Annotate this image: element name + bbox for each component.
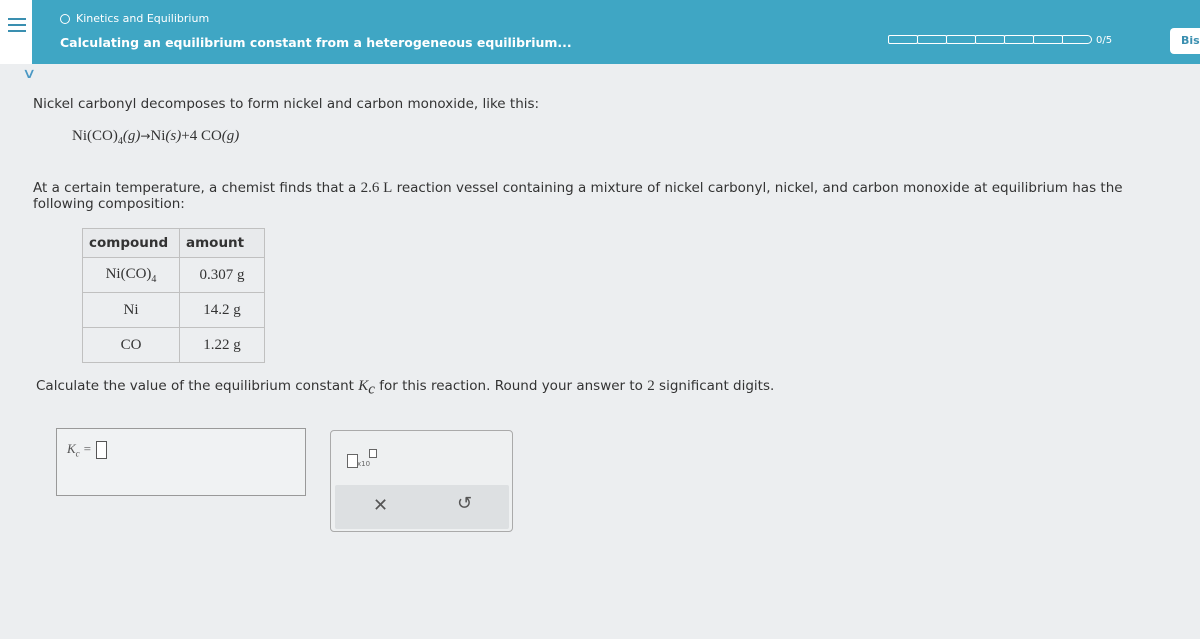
exponent-box-icon xyxy=(369,449,377,458)
amount-cell: 14.2 g xyxy=(180,293,265,328)
progress-segment xyxy=(1062,35,1092,44)
equals-sign: = xyxy=(79,441,92,456)
sig-figs: 2 xyxy=(647,378,655,394)
scientific-notation-button[interactable] xyxy=(347,449,377,469)
product-nickel-phase: (s) xyxy=(165,128,182,144)
answer-label xyxy=(67,441,107,459)
compound-cell xyxy=(83,258,180,293)
progress-segment xyxy=(888,35,918,44)
clear-button[interactable]: ✕ xyxy=(373,495,389,516)
progress-segment xyxy=(975,35,1005,44)
progress-segment xyxy=(1004,35,1034,44)
plus-sign: + xyxy=(181,128,190,144)
answer-input[interactable] xyxy=(96,441,107,459)
progress-bar xyxy=(888,35,1091,44)
chevron-down-icon[interactable]: ∨ xyxy=(21,66,37,82)
math-toolbox xyxy=(330,430,513,532)
reaction-equation xyxy=(72,128,239,147)
progress-segment xyxy=(917,35,947,44)
table-header-row xyxy=(83,229,265,258)
amount-cell: 0.307 g xyxy=(180,258,265,293)
product-nickel: Ni xyxy=(150,128,166,144)
column-header-amount: amount xyxy=(180,229,265,258)
kc-subscript: c xyxy=(75,448,80,459)
breadcrumb xyxy=(60,12,209,25)
para-start: At a certain temperature, a chemist finds that a xyxy=(33,180,361,196)
para-end: reaction vessel containing a mixture of nickel carbonyl, nickel, and carbon monoxide at equilibrium has the following composition: xyxy=(33,180,1123,212)
compound-name: Ni xyxy=(123,301,139,318)
calc-end: for this reaction. Round your answer to xyxy=(374,378,648,394)
calculation-instruction xyxy=(36,378,774,399)
compound-cell xyxy=(83,328,180,363)
top-right-button[interactable]: Bis xyxy=(1170,28,1200,54)
arrow-icon: → xyxy=(140,129,151,143)
topic-title: Calculating an equilibrium constant from a heterogeneous equilibrium... xyxy=(60,35,572,50)
tool-action-row xyxy=(335,485,509,529)
column-header-compound: compound xyxy=(83,229,180,258)
amount-cell: 1.22 g xyxy=(180,328,265,363)
k-subscript: c xyxy=(368,381,375,398)
product-co: 4 CO xyxy=(189,128,222,144)
compound-name: CO xyxy=(120,336,142,353)
composition-table xyxy=(82,228,265,363)
volume-value: 2.6 L xyxy=(360,180,393,196)
calc-start: Calculate the value of the equilibrium constant xyxy=(36,378,359,394)
reactant-subscript: 4 xyxy=(117,136,123,147)
compound-cell xyxy=(83,293,180,328)
reactant: Ni(CO) xyxy=(72,128,118,144)
problem-paragraph xyxy=(33,180,1173,212)
calc-tail: significant digits. xyxy=(654,378,775,394)
x10-label: x10 xyxy=(357,460,371,468)
product-co-phase: (g) xyxy=(221,128,240,144)
answer-box xyxy=(56,428,306,496)
compound-name: Ni(CO) xyxy=(105,265,152,282)
top-bar xyxy=(0,0,1200,64)
problem-intro: Nickel carbonyl decomposes to form nickel and carbon monoxide, like this: xyxy=(33,96,540,112)
progress-segment xyxy=(946,35,976,44)
left-strip xyxy=(0,0,32,64)
hamburger-menu-icon[interactable] xyxy=(6,14,28,36)
progress-text: 0/5 xyxy=(1096,35,1113,46)
progress-segment xyxy=(1033,35,1063,44)
table-row xyxy=(83,258,265,293)
undo-button[interactable]: ↺ xyxy=(457,493,473,514)
reactant-phase: (g) xyxy=(122,128,141,144)
table-row xyxy=(83,328,265,363)
compound-subscript: 4 xyxy=(151,273,157,285)
k-symbol: K xyxy=(358,378,369,394)
table-row xyxy=(83,293,265,328)
kc-symbol: K xyxy=(67,441,76,456)
circle-icon xyxy=(60,14,70,24)
breadcrumb-text: Kinetics and Equilibrium xyxy=(76,12,210,25)
